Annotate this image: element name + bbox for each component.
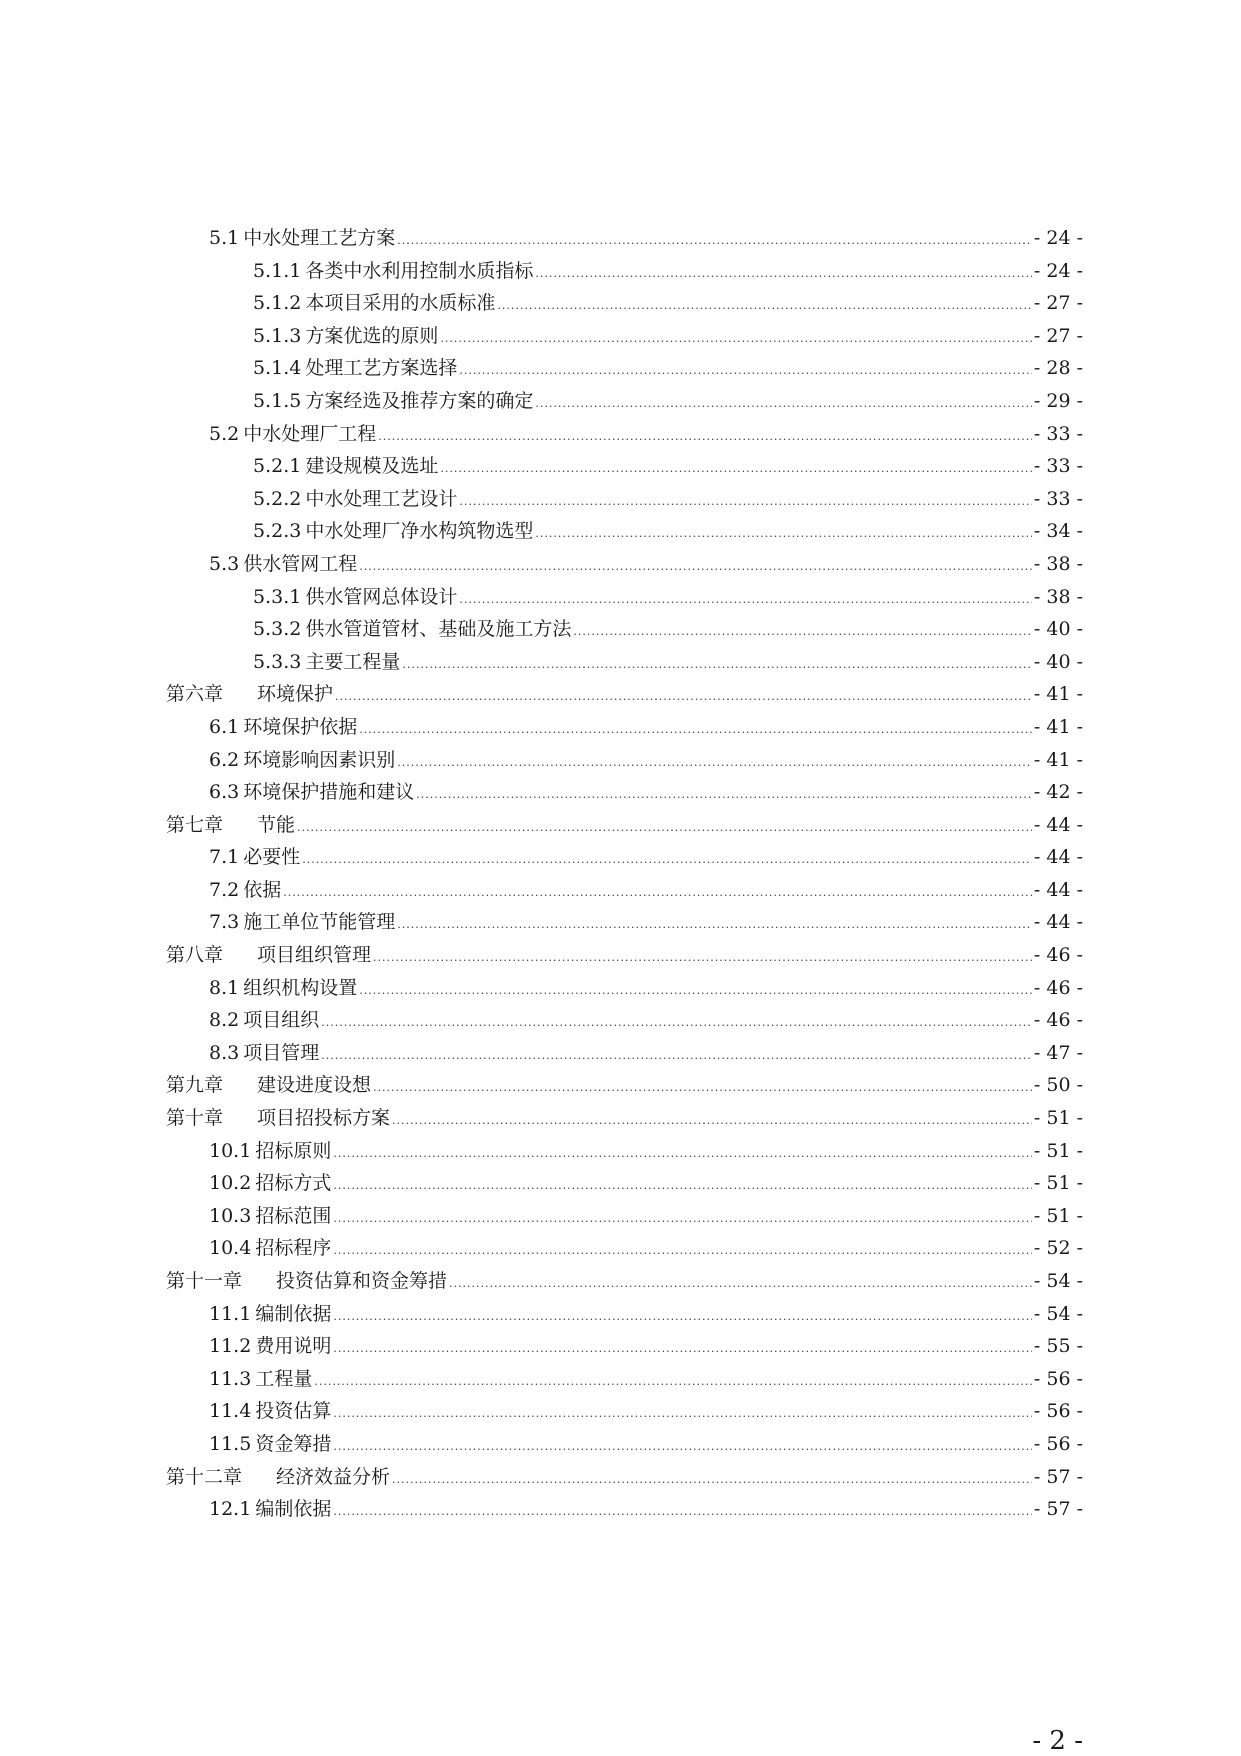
toc-entry-number: 第十二章 <box>166 1465 243 1488</box>
toc-chapter-entry[interactable] <box>166 939 1083 972</box>
toc-entry-title: 供水管道管材、基础及施工方法 <box>305 618 572 641</box>
toc-dot-leader <box>573 616 1032 649</box>
toc-dot-leader <box>321 1007 1032 1040</box>
toc-dot-leader <box>373 942 1032 975</box>
toc-entry-page: - 51 - <box>1033 1139 1083 1162</box>
toc-entry-page: - 41 - <box>1033 748 1083 771</box>
toc-dot-leader <box>440 453 1032 486</box>
toc-entry-page: - 42 - <box>1033 781 1083 804</box>
toc-entry-number: 5.2 <box>209 422 240 445</box>
toc-entry-page: - 44 - <box>1033 911 1083 934</box>
toc-entry-number: 10.2 <box>209 1172 252 1195</box>
toc-chapter-entry[interactable] <box>166 1069 1083 1102</box>
toc-entry-number: 10.4 <box>209 1237 252 1260</box>
toc-entry-number: 10.1 <box>209 1139 252 1162</box>
toc-entry-page: - 38 - <box>1033 585 1083 608</box>
toc-section-entry[interactable] <box>166 1232 1083 1265</box>
toc-entry-number: 第九章 <box>166 1074 224 1097</box>
toc-entry-title: 项目组织 <box>243 1009 320 1032</box>
toc-entry-title: 必要性 <box>243 846 301 869</box>
toc-dot-leader <box>373 1072 1032 1105</box>
toc-section-entry[interactable] <box>166 1167 1083 1200</box>
toc-entry-number: 5.2.3 <box>253 520 302 543</box>
toc-entry-number: 5.2.2 <box>253 487 302 510</box>
toc-entry-title: 中水处理工艺设计 <box>305 487 458 510</box>
toc-entry-title: 施工单位节能管理 <box>243 911 396 934</box>
toc-dot-leader <box>378 421 1032 454</box>
toc-entry-page: - 34 - <box>1033 520 1083 543</box>
toc-section-entry[interactable] <box>166 483 1083 516</box>
toc-section-entry[interactable] <box>166 581 1083 614</box>
toc-dot-leader <box>392 1105 1032 1138</box>
toc-entry-title: 环境影响因素识别 <box>243 748 396 771</box>
toc-dot-leader <box>333 1431 1032 1464</box>
toc-section-entry[interactable] <box>166 352 1083 385</box>
toc-entry-number: 11.4 <box>209 1400 252 1423</box>
toc-dot-leader <box>333 1398 1032 1431</box>
toc-entry-page: - 40 - <box>1033 650 1083 673</box>
toc-section-entry[interactable] <box>166 1493 1083 1526</box>
toc-entry-page: - 27 - <box>1033 292 1083 315</box>
toc-entry-number: 5.1.3 <box>253 324 302 347</box>
toc-entry-page: - 44 - <box>1033 878 1083 901</box>
toc-dot-leader <box>333 1301 1032 1334</box>
toc-entry-title: 项目组织管理 <box>257 944 372 967</box>
toc-entry-number: 5.3.2 <box>253 618 302 641</box>
toc-section-entry[interactable] <box>166 515 1083 548</box>
toc-dot-leader <box>440 323 1032 356</box>
toc-dot-leader <box>333 1203 1032 1236</box>
toc-section-entry[interactable] <box>166 287 1083 320</box>
toc-entry-title: 方案经选及推荐方案的确定 <box>305 389 534 412</box>
table-of-contents <box>166 222 1083 1526</box>
toc-entry-title: 投资估算 <box>255 1400 332 1423</box>
toc-section-entry[interactable] <box>166 1135 1083 1168</box>
toc-entry-number: 5.1.1 <box>253 259 302 282</box>
toc-section-entry[interactable] <box>166 744 1083 777</box>
toc-entry-title: 供水管网总体设计 <box>305 585 458 608</box>
toc-entry-number: 5.1.2 <box>253 292 302 315</box>
toc-entry-title: 环境保护 <box>257 683 334 706</box>
toc-section-entry[interactable] <box>166 548 1083 581</box>
toc-entry-page: - 57 - <box>1033 1465 1083 1488</box>
toc-entry-title: 各类中水利用控制水质指标 <box>305 259 534 282</box>
toc-entry-title: 节能 <box>257 813 296 836</box>
toc-entry-page: - 51 - <box>1033 1172 1083 1195</box>
toc-entry-title: 方案优选的原则 <box>305 324 439 347</box>
toc-section-entry[interactable] <box>166 874 1083 907</box>
toc-dot-leader <box>359 551 1032 584</box>
toc-entry-title: 处理工艺方案选择 <box>305 357 458 380</box>
toc-entry-title: 投资估算和资金筹措 <box>276 1270 448 1292</box>
toc-dot-leader <box>535 258 1032 291</box>
toc-entry-page: - 24 - <box>1033 259 1083 282</box>
toc-entry-title: 主要工程量 <box>305 650 401 673</box>
toc-entry-title: 建设规模及选址 <box>305 455 439 478</box>
toc-section-entry[interactable] <box>166 1395 1083 1428</box>
toc-entry-number: 7.1 <box>209 846 240 869</box>
toc-entry-page: - 33 - <box>1033 487 1083 510</box>
toc-dot-leader <box>333 1333 1032 1366</box>
toc-chapter-entry[interactable] <box>166 1461 1083 1494</box>
toc-section-entry[interactable] <box>166 613 1083 646</box>
toc-entry-title: 本项目采用的水质标准 <box>305 292 496 315</box>
toc-entry-number: 8.1 <box>209 976 240 999</box>
toc-dot-leader <box>333 1170 1032 1203</box>
toc-chapter-entry[interactable] <box>166 678 1083 711</box>
toc-entry-page: - 33 - <box>1033 455 1083 478</box>
toc-entry-page: - 41 - <box>1033 715 1083 738</box>
toc-dot-leader <box>333 1235 1032 1268</box>
toc-dot-leader <box>459 486 1032 519</box>
toc-entry-title: 依据 <box>243 878 282 901</box>
toc-dot-leader <box>397 909 1032 942</box>
toc-dot-leader <box>333 1496 1032 1529</box>
toc-section-entry[interactable] <box>166 385 1083 418</box>
toc-entry-number: 5.3.1 <box>253 585 302 608</box>
toc-entry-title: 招标方式 <box>255 1172 332 1195</box>
toc-entry-number: 第十一章 <box>166 1270 243 1292</box>
toc-dot-leader <box>321 1040 1032 1073</box>
toc-entry-number: 第六章 <box>166 683 224 706</box>
toc-entry-number: 7.3 <box>209 911 240 934</box>
toc-dot-leader <box>535 388 1032 421</box>
toc-entry-title: 组织机构设置 <box>243 976 358 999</box>
toc-section-entry[interactable] <box>166 450 1083 483</box>
toc-section-entry[interactable] <box>166 320 1083 353</box>
toc-entry-title: 供水管网工程 <box>243 552 358 575</box>
toc-section-entry[interactable] <box>166 711 1083 744</box>
toc-entry-page: - 55 - <box>1033 1335 1083 1358</box>
toc-dot-leader <box>397 225 1032 258</box>
toc-entry-title: 环境保护依据 <box>243 715 358 738</box>
toc-entry-page: - 52 - <box>1033 1237 1083 1260</box>
toc-entry-page: - 50 - <box>1033 1074 1083 1097</box>
toc-dot-leader <box>402 649 1032 682</box>
toc-entry-title: 中水处理工艺方案 <box>243 227 396 249</box>
toc-entry-number: 第八章 <box>166 944 224 967</box>
toc-dot-leader <box>359 714 1032 747</box>
toc-entry-page: - 51 - <box>1033 1204 1083 1227</box>
toc-entry-number: 8.3 <box>209 1041 240 1064</box>
toc-section-entry[interactable] <box>166 646 1083 679</box>
toc-section-entry[interactable] <box>166 418 1083 451</box>
toc-entry-number: 第十章 <box>166 1107 224 1130</box>
toc-entry-page: - 46 - <box>1033 976 1083 999</box>
toc-entry-title: 编制依据 <box>255 1498 332 1521</box>
toc-entry-number: 11.1 <box>209 1302 252 1325</box>
toc-section-entry[interactable] <box>166 222 1083 255</box>
toc-section-entry[interactable] <box>166 1004 1083 1037</box>
toc-dot-leader <box>459 584 1032 617</box>
toc-entry-number: 7.2 <box>209 878 240 901</box>
toc-entry-number: 11.3 <box>209 1367 252 1390</box>
toc-entry-page: - 51 - <box>1033 1107 1083 1130</box>
toc-entry-number: 10.3 <box>209 1204 252 1227</box>
toc-chapter-entry[interactable] <box>166 1102 1083 1135</box>
toc-entry-title: 资金筹措 <box>255 1432 332 1455</box>
toc-entry-number: 6.1 <box>209 715 240 738</box>
toc-entry-number: 5.3 <box>209 552 240 575</box>
toc-entry-page: - 54 - <box>1033 1302 1083 1325</box>
toc-entry-number: 第七章 <box>166 813 224 836</box>
toc-entry-number: 5.1 <box>209 227 240 249</box>
toc-entry-page: - 47 - <box>1033 1041 1083 1064</box>
toc-dot-leader <box>333 1138 1032 1171</box>
toc-entry-page: - 40 - <box>1033 618 1083 641</box>
toc-entry-number: 5.3.3 <box>253 650 302 673</box>
toc-dot-leader <box>335 681 1032 714</box>
toc-entry-title: 编制依据 <box>255 1302 332 1325</box>
toc-entry-title: 工程量 <box>255 1367 313 1390</box>
toc-entry-title: 费用说明 <box>255 1335 332 1358</box>
toc-entry-page: - 38 - <box>1033 552 1083 575</box>
toc-dot-leader <box>302 844 1032 877</box>
toc-entry-title: 项目招投标方案 <box>257 1107 391 1130</box>
toc-entry-number: 11.5 <box>209 1432 252 1455</box>
toc-entry-page: - 33 - <box>1033 422 1083 445</box>
toc-entry-title: 经济效益分析 <box>276 1465 391 1488</box>
toc-entry-number: 6.3 <box>209 781 240 804</box>
toc-section-entry[interactable] <box>166 776 1083 809</box>
toc-dot-leader <box>459 355 1032 388</box>
toc-dot-leader <box>497 290 1032 323</box>
toc-section-entry[interactable] <box>166 1330 1083 1363</box>
toc-section-entry[interactable] <box>166 972 1083 1005</box>
toc-entry-title: 招标原则 <box>255 1139 332 1162</box>
toc-entry-number: 5.1.5 <box>253 389 302 412</box>
toc-entry-page: - 56 - <box>1033 1400 1083 1423</box>
toc-section-entry[interactable] <box>166 1200 1083 1233</box>
toc-chapter-entry[interactable] <box>166 1265 1083 1298</box>
toc-dot-leader <box>359 975 1032 1008</box>
toc-entry-number: 6.2 <box>209 748 240 771</box>
toc-dot-leader <box>297 812 1032 845</box>
toc-section-entry[interactable] <box>166 1037 1083 1070</box>
toc-section-entry[interactable] <box>166 906 1083 939</box>
toc-entry-page: - 41 - <box>1033 683 1083 706</box>
toc-entry-page: - 46 - <box>1033 944 1083 967</box>
toc-section-entry[interactable] <box>166 1363 1083 1396</box>
page-number: - 2 - <box>1032 1726 1083 1756</box>
toc-entry-title: 招标程序 <box>255 1237 332 1260</box>
toc-dot-leader <box>449 1268 1032 1301</box>
toc-entry-number: 8.2 <box>209 1009 240 1032</box>
toc-entry-title: 建设进度设想 <box>257 1074 372 1097</box>
toc-entry-number: 11.2 <box>209 1335 252 1358</box>
toc-entry-page: - 44 - <box>1033 846 1083 869</box>
toc-section-entry[interactable] <box>166 1298 1083 1331</box>
toc-entry-number: 12.1 <box>209 1498 252 1521</box>
toc-entry-title: 环境保护措施和建议 <box>243 781 415 804</box>
toc-entry-title: 项目管理 <box>243 1041 320 1064</box>
toc-chapter-entry[interactable] <box>166 809 1083 842</box>
toc-dot-leader <box>314 1366 1032 1399</box>
toc-entry-number: 5.1.4 <box>253 357 302 380</box>
toc-dot-leader <box>535 518 1032 551</box>
toc-entry-page: - 54 - <box>1033 1270 1083 1292</box>
toc-dot-leader <box>283 877 1032 910</box>
toc-dot-leader <box>416 779 1032 812</box>
toc-section-entry[interactable] <box>166 841 1083 874</box>
toc-entry-page: - 29 - <box>1033 389 1083 412</box>
toc-entry-number: 5.2.1 <box>253 455 302 478</box>
toc-entry-page: - 56 - <box>1033 1367 1083 1390</box>
toc-section-entry[interactable] <box>166 255 1083 288</box>
toc-entry-page: - 44 - <box>1033 813 1083 836</box>
toc-entry-page: - 27 - <box>1033 324 1083 347</box>
toc-dot-leader <box>397 747 1032 780</box>
toc-entry-page: - 57 - <box>1033 1498 1083 1521</box>
toc-entry-title: 中水处理厂净水构筑物选型 <box>305 520 534 543</box>
toc-entry-page: - 28 - <box>1033 357 1083 380</box>
toc-entry-page: - 56 - <box>1033 1432 1083 1455</box>
toc-entry-title: 招标范围 <box>255 1204 332 1227</box>
toc-entry-page: - 24 - <box>1033 227 1083 249</box>
toc-entry-page: - 46 - <box>1033 1009 1083 1032</box>
toc-section-entry[interactable] <box>166 1428 1083 1461</box>
toc-dot-leader <box>392 1464 1032 1497</box>
toc-entry-title: 中水处理厂工程 <box>243 422 377 445</box>
